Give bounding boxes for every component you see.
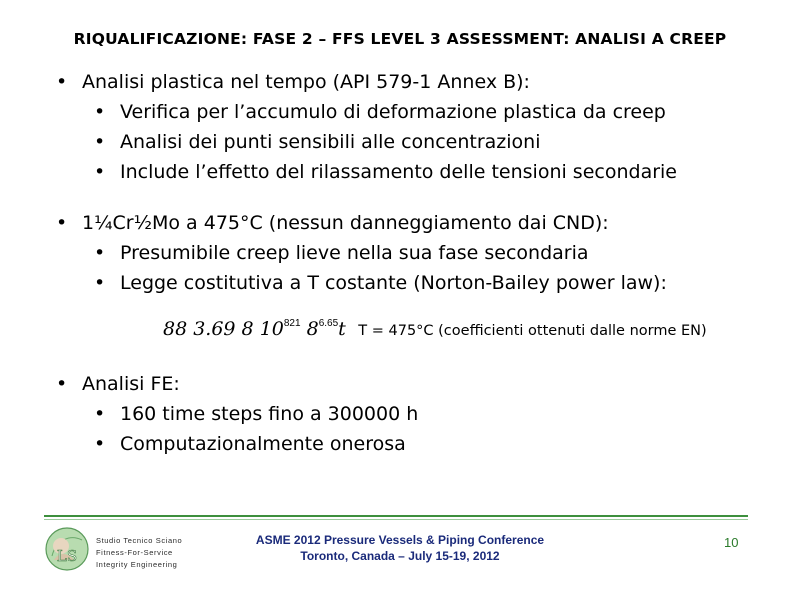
creep-formula (163, 318, 707, 340)
company-name (96, 535, 182, 571)
bullet-icon: • (56, 373, 68, 395)
subbullet-analisi-punti (94, 131, 541, 153)
bullet-text: 160 time steps fino a 300000 h (120, 403, 419, 425)
company-logo-icon (44, 526, 90, 572)
formula-exponent-2: 6.65 (318, 318, 339, 329)
bullet-icon: • (94, 242, 106, 264)
subbullet-verifica (94, 101, 666, 123)
bullet-icon: • (94, 433, 106, 455)
subbullet-presumibile (94, 242, 589, 264)
bullet-icon: • (56, 71, 68, 93)
bullet-text: Legge costitutiva a T costante (Norton-Bailey power law): (120, 272, 667, 294)
bullet-icon: • (94, 403, 106, 425)
formula-exponent-1: 821 (283, 318, 301, 329)
footer-divider (44, 515, 748, 517)
company-line: Integrity Engineering (96, 560, 178, 569)
bullet-text: Analisi FE: (82, 373, 180, 395)
logo-letters: LS (56, 547, 78, 565)
bullet-analisi-plastica (56, 71, 530, 93)
bullet-text: Analisi plastica nel tempo (API 579-1 Annex B): (82, 71, 530, 93)
conference-line-2: Toronto, Canada – July 15-19, 2012 (300, 549, 500, 563)
bullet-text: Presumibile creep lieve nella sua fase secondaria (120, 242, 589, 264)
subbullet-include (94, 161, 677, 183)
conference-line-1: ASME 2012 Pressure Vessels & Piping Conference (255, 533, 545, 547)
bullet-icon: • (56, 212, 68, 234)
bullet-icon: • (94, 272, 106, 294)
company-line: Fitness-For-Service (96, 548, 173, 557)
subbullet-time-steps (94, 403, 418, 425)
subbullet-computazionalmente (94, 433, 406, 455)
bullet-material (56, 212, 609, 234)
slide-title: RIQUALIFICAZIONE: FASE 2 – FFS LEVEL 3 ASSESSMENT: ANALISI A CREEP (73, 30, 727, 48)
conference-info (200, 532, 600, 564)
bullet-icon: • (94, 101, 106, 123)
formula-note: T = 475°C (coefficienti ottenuti dalle norme EN) (358, 323, 707, 339)
subbullet-legge (94, 272, 667, 294)
bullet-text: Verifica per l’accumulo di deformazione plastica da creep (120, 101, 666, 123)
formula-base: 88 3.69 8 10 (163, 318, 284, 340)
bullet-text: 1¼Cr½Mo a 475°C (nessun danneggiamento dai CND): (82, 212, 609, 234)
formula-mid: 8 (300, 318, 319, 340)
bullet-text: Analisi dei punti sensibili alle concentrazioni (120, 131, 541, 153)
bullet-analisi-fe (56, 373, 180, 395)
page-number: 10 (724, 535, 739, 550)
formula-tail: t (338, 318, 346, 340)
bullet-text: Include l’effetto del rilassamento delle tensioni secondarie (120, 161, 677, 183)
footer-divider-thin (44, 519, 748, 520)
bullet-icon: • (94, 131, 106, 153)
company-line: Studio Tecnico Sciano (96, 536, 183, 545)
bullet-text: Computazionalmente onerosa (120, 433, 406, 455)
bullet-icon: • (94, 161, 106, 183)
